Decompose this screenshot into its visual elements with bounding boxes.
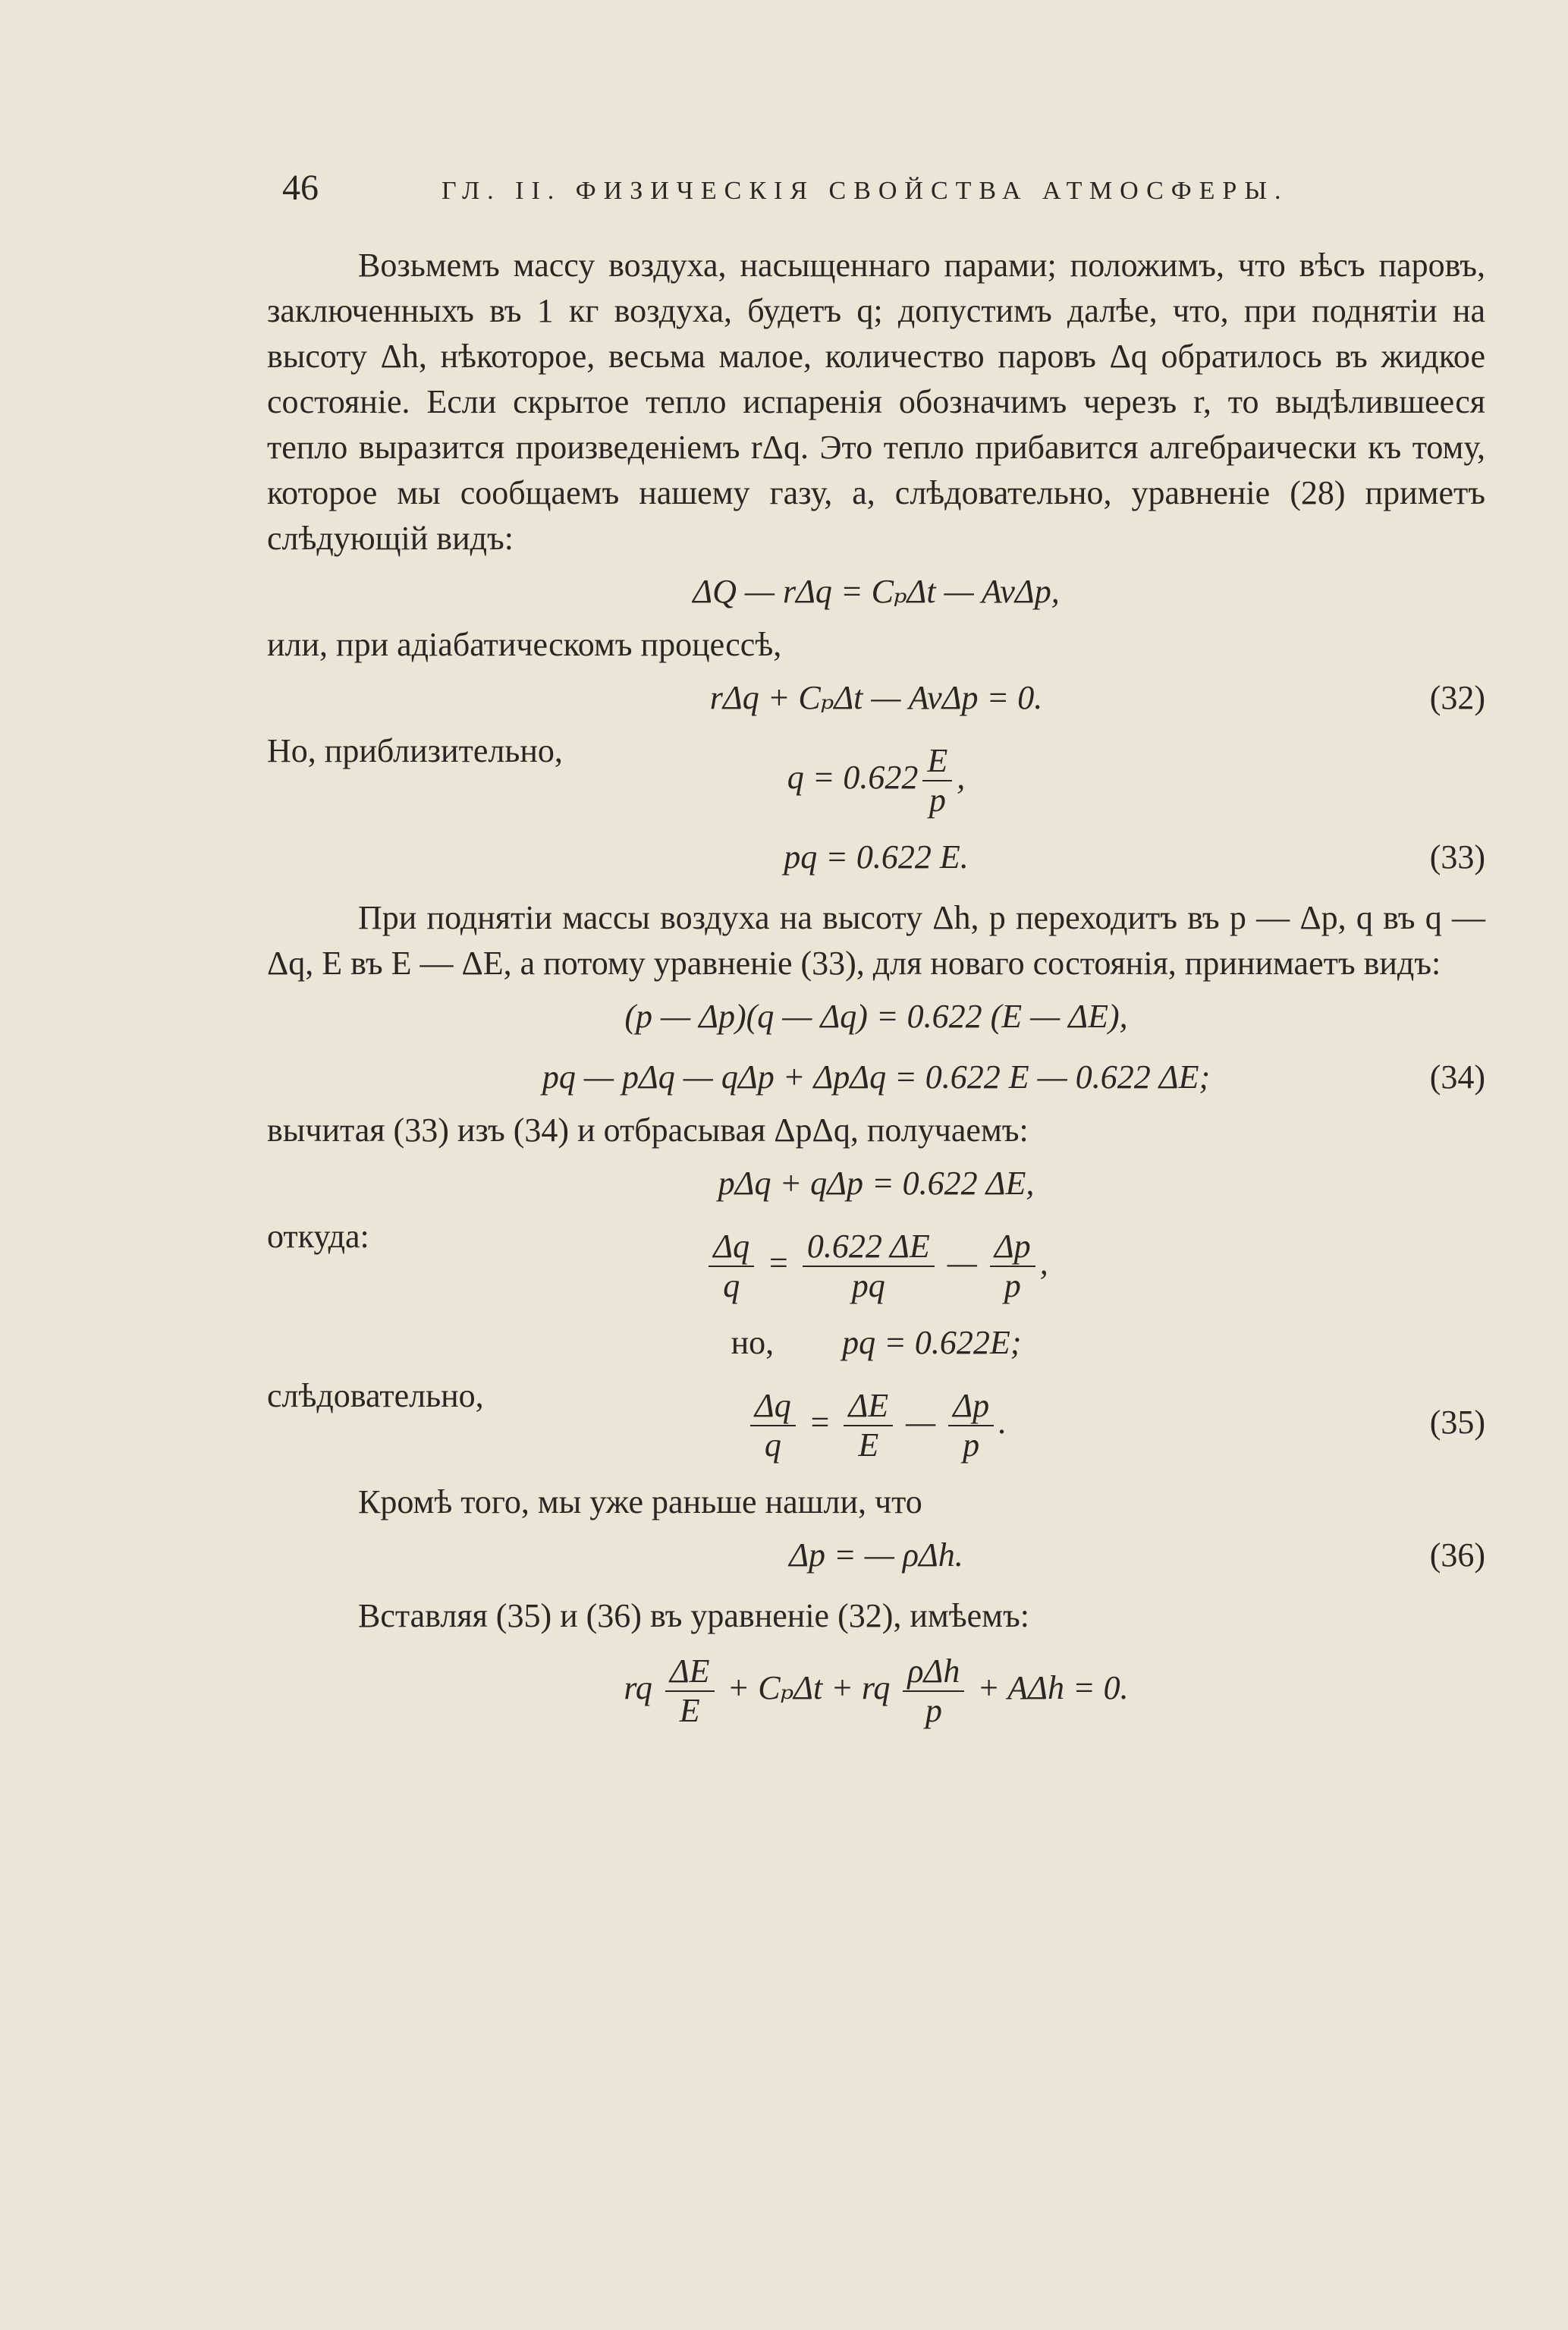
equation-b: (p — Δp)(q — Δq) = 0.622 (E — ΔE),: [624, 998, 1128, 1035]
equation-36: Δp = — ρΔh. (36): [267, 1525, 1485, 1586]
text-whence: откуда:: [267, 1218, 369, 1255]
equation-number-35: (35): [1429, 1404, 1485, 1441]
equation-number-34: (34): [1429, 1058, 1485, 1096]
page-body: [267, 243, 1485, 1737]
equation-34: pq — pΔq — qΔp + ΔpΔq = 0.622 E — 0.622 ΔE; (34): [267, 1047, 1485, 1108]
equation-f: rq $\frac{\Delta E}{E}$ + CₚΔt + rq $\frac{\text{ρΔh}}{p}$ + AΔh = 0.: [624, 1652, 1129, 1729]
equation-number-32: (32): [1429, 679, 1485, 716]
equation-q: Но, приблизительно, q = 0.622 $\frac{E}{p}$ ,: [267, 728, 1485, 827]
text-subtract: вычитая (33) изъ (34) и отбрасывая ΔpΔq, получаемъ:: [267, 1112, 1029, 1149]
equation-a: ΔQ — rΔq = CₚΔt — AvΔp,: [693, 573, 1060, 610]
equation-e: но, pq = 0.622E;: [731, 1324, 1022, 1361]
page-number: 46: [282, 168, 319, 208]
equation-d: откуда: $\frac{\Delta q}{q}$ = $\frac{0.622 \Delta E}{pq}$ — $\frac{\Delta p}{p}$ ,: [267, 1214, 1485, 1313]
text-besides: Кромѣ того, мы уже раньше нашли, что: [358, 1483, 922, 1520]
text-approx: Но, приблизительно,: [267, 732, 563, 769]
equation-number-33: (33): [1429, 838, 1485, 876]
paragraph-1: Возьмемъ массу воздуха, насыщеннаго парами; положимъ, что вѣсъ паровъ, заключенныхъ въ 1 кг воздуха, будетъ q; допустимъ далѣе, что, при поднятіи на высоту Δh, нѣкоторое, весьма малое, количество паровъ Δq обратилось въ жидкое состояніе. Если скрытое тепло испаренія обозначимъ черезъ r, то выдѣлившееся тепло выразится произведеніемъ rΔq. Это тепло прибавится алгебраически къ тому, которое мы сообщаемъ нашему газу, а, слѣдовательно, уравненіе (28) приметъ слѣдующій видъ:: [267, 247, 1485, 557]
text-insert: Вставляя (35) и (36) въ уравненіе (32), имѣемъ:: [358, 1597, 1030, 1634]
equation-number-36: (36): [1429, 1536, 1485, 1574]
equation-33: pq = 0.622 E. (33): [267, 827, 1485, 888]
equation-32: rΔq + CₚΔt — AvΔp = 0. (32): [267, 668, 1485, 728]
paragraph-2: При поднятіи массы воздуха на высоту Δh, p переходитъ въ p — Δp, q въ q — Δq, E въ E — ΔE, а потому уравненіе (33), для новаго состоянія, принимаетъ видъ:: [267, 899, 1485, 982]
text-therefore: слѣдовательно,: [267, 1377, 484, 1414]
text-or: или, при адіабатическомъ процессѣ,: [267, 626, 782, 663]
equation-35: слѣдовательно, $\frac{\Delta q}{q}$ = $\frac{\Delta E}{E}$ — $\frac{\Delta p}{p}$ . (35): [267, 1373, 1485, 1472]
page-header: [282, 165, 1329, 211]
equation-c: pΔq + qΔp = 0.622 ΔE,: [718, 1165, 1035, 1202]
chapter-title: ГЛ. II. ФИЗИЧЕСКІЯ СВОЙСТВА АТМОСФЕРЫ.: [441, 177, 1289, 205]
text-but: но,: [731, 1324, 775, 1361]
